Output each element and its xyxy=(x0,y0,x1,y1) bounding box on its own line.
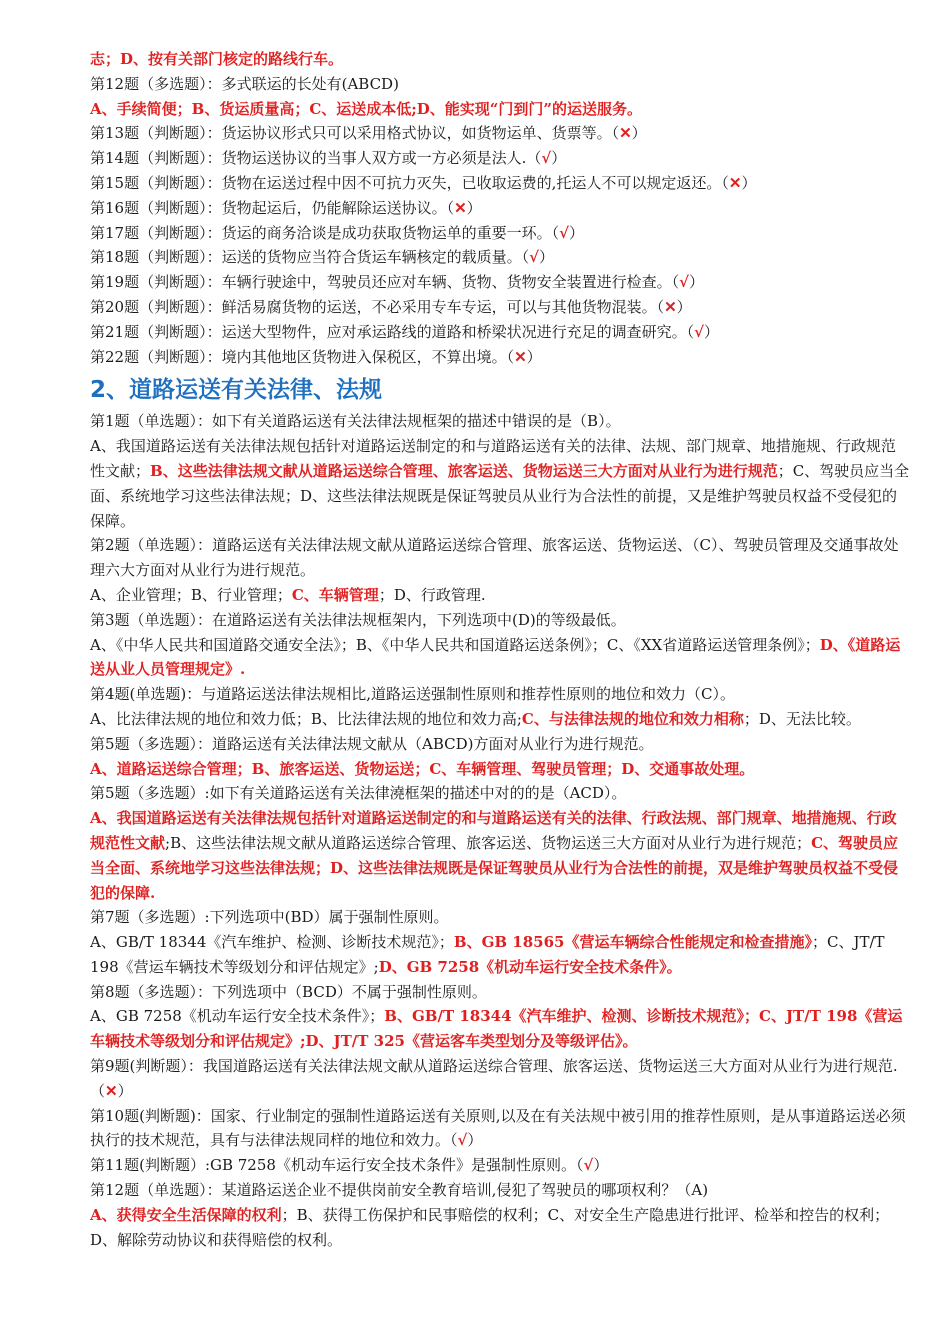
answer-highlight: A、获得安全生活保障的权利 xyxy=(90,1205,282,1224)
answer-highlight: C、与法律法规的地位和效力相称 xyxy=(521,709,744,728)
text-span: A、GB 7258《机动车运行安全技术条件》； xyxy=(90,1007,385,1026)
text-span: 第13题（判断题）：货运协议形式只可以采用格式协议，如货物运单、货票等。（ xyxy=(90,124,620,143)
text-line xyxy=(90,1178,910,1203)
text-line xyxy=(90,121,910,146)
text-line xyxy=(90,1054,910,1104)
text-span: ；C、JT/T 198《营运车辆技术等级划分和评估规定》; xyxy=(90,933,885,976)
text-span: ） xyxy=(703,322,719,341)
text-span: A、《中华人民共和国道路交通安全法》；B、《中华人民共和国道路运送条例》；C、《XX省道路运送管理条例》； xyxy=(90,635,820,654)
answer-highlight: √ xyxy=(457,1131,468,1150)
text-span: ） xyxy=(676,297,692,316)
answer-highlight: √ xyxy=(583,1156,594,1175)
text-line xyxy=(90,146,910,171)
text-line xyxy=(90,533,910,583)
text-span: 第22题（判断题）：境内其他地区货物进入保税区，不算出境。（ xyxy=(90,347,515,366)
text-line xyxy=(90,732,910,757)
text-span: 第8题（多选题）：下列选项中（BCD）不属于强制性原则。 xyxy=(90,982,487,1001)
text-line xyxy=(90,707,910,732)
text-line xyxy=(90,583,910,608)
text-span: ） xyxy=(538,248,554,267)
text-line xyxy=(90,47,910,72)
text-span: ） xyxy=(466,198,482,217)
text-span: ） xyxy=(741,173,757,192)
answer-highlight: ✕ xyxy=(619,124,632,143)
text-span: A、GB/T 18344《汽车维护、检测、诊断技术规范》； xyxy=(90,933,454,952)
text-line xyxy=(90,196,910,221)
text-span: 第12题（多选题）：多式联运的长处有(ABCD) xyxy=(90,74,399,93)
section-heading xyxy=(90,375,910,405)
text-span: A、企业管理；B、行业管理； xyxy=(90,585,292,604)
text-span: ） xyxy=(568,223,584,242)
text-line xyxy=(90,345,910,370)
text-span: ） xyxy=(551,149,567,168)
text-span: 第20题（判断题）：鲜活易腐货物的运送，不必采用专车专运，可以与其他货物混装。（ xyxy=(90,297,665,316)
text-span: 第5题（多选题）:如下有关道路运送有关法律澆框架的描述中对的的是（ACD）。 xyxy=(90,784,627,803)
text-span: ） xyxy=(467,1131,483,1150)
text-span: 第12题（单选题）：某道路运送企业不提供岗前安全教育培训,侵犯了驾驶员的哪项权利？（A) xyxy=(90,1181,709,1200)
text-line xyxy=(90,930,910,980)
text-line xyxy=(90,270,910,295)
text-span: 第4题(单选题)：与道路运送法律法规相比,道路运送强制性原则和推荐性原则的地位和效力（C）。 xyxy=(90,685,735,704)
text-span: ；B、获得工伤保护和民事赔偿的权利；C、对安全生产隐患进行批评、检举和控告的权利；D、解除劳动协议和获得赔偿的权利。 xyxy=(90,1205,890,1249)
text-line xyxy=(90,434,910,533)
text-line xyxy=(90,320,910,345)
text-span: ;B、这些法律法规文献从道路运送综合管理、旅客运送、货物运送三大方面对从业行为进行规范； xyxy=(165,833,812,852)
text-span: ） xyxy=(631,124,647,143)
text-span: 第21题（判断题）：运送大型物件，应对承运路线的道路和桥梁状况进行充足的调查研究。（ xyxy=(90,322,695,341)
text-line xyxy=(90,757,910,782)
answer-highlight: A、道路运送综合管理；B、旅客运送、货物运送；C、车辆管理、驾驶员管理；D、交通事故处理。 xyxy=(90,759,755,778)
text-line xyxy=(90,409,910,434)
text-span: 第14题（判断题）：货物运送协议的当事人双方或一方必须是法人.（ xyxy=(90,149,542,168)
text-line xyxy=(90,1004,910,1054)
text-span: 第5题（多选题）：道路运送有关法律法规文献从（ABCD)方面对从业行为进行规范。 xyxy=(90,734,654,753)
answer-highlight: D、《道路运送从业人员管理规定》. xyxy=(90,635,901,679)
text-span: ） xyxy=(117,1081,133,1100)
text-span: ） xyxy=(688,273,704,292)
text-line xyxy=(90,221,910,246)
text-line xyxy=(90,171,910,196)
answer-highlight: ✕ xyxy=(105,1081,118,1100)
answer-highlight: √ xyxy=(679,273,689,292)
text-span: 第15题（判断题）：货物在运送过程中因不可抗力灭失，已收取运费的,托运人不可以规定返还。（ xyxy=(90,173,729,192)
answer-highlight: √ xyxy=(541,149,552,168)
text-span: A、比法律法规的地位和效力低；B、比法律法规的地位和效力高; xyxy=(90,709,522,728)
text-line xyxy=(90,1104,910,1154)
answer-highlight: ✕ xyxy=(664,297,677,316)
answer-highlight: ✕ xyxy=(454,198,467,217)
answer-highlight: 志；D、按有关部门核定的路线行车。 xyxy=(90,50,344,68)
text-span: 第2题（单选题）：道路运送有关法律法规文献从道路运送综合管理、旅客运送、货物运送、（C）、驾驶员管理及交通事故处理六大方面对从业行为进行规范。 xyxy=(90,536,899,580)
text-span: 第9题(判断题）：我国道路运送有关法律法规文献从道路运送综合管理、旅客运送、货物运送三大方面对从业行为进行规范.（ xyxy=(90,1057,898,1100)
answer-highlight: A、我国道路运送有关法律法规包括针对道路运送制定的和与道路运送有关的法律、行政法规、部门规章、地措施规、行政规范性文献 xyxy=(90,809,897,852)
text-line xyxy=(90,905,910,930)
text-span: 第19题（判断题）：车辆行驶途中，驾驶员还应对车辆、货物、货物安全装置进行检查。（ xyxy=(90,273,680,292)
text-span: ） xyxy=(526,347,542,366)
text-span: 第1题（单选题）：如下有关道路运送有关法律法规框架的描述中错误的是（B）。 xyxy=(90,412,621,431)
text-span: 第16题（判断题）：货物起运后，仍能解除运送协议。（ xyxy=(90,198,455,217)
text-line xyxy=(90,1203,910,1253)
answer-highlight: B、这些法律法规文献从道路运送综合管理、旅客运送、货物运送三大方面对从业行为进行规范 xyxy=(150,461,778,480)
answer-highlight: A、手续简便；B、货运质量高；C、运送成本低;D、能实现“门到门”的运送服务。 xyxy=(90,99,643,118)
text-span: 第18题（判断题）：运送的货物应当符合货运车辆核定的载质量。（ xyxy=(90,248,530,267)
document-page xyxy=(90,47,910,1252)
answer-highlight: ✕ xyxy=(728,173,742,192)
text-line xyxy=(90,97,910,122)
text-line xyxy=(90,633,910,683)
text-line xyxy=(90,1153,910,1178)
answer-highlight: √ xyxy=(529,248,539,267)
answer-highlight: C、车辆管理 xyxy=(291,585,379,604)
answer-highlight: B、GB 18565《营运车辆综合性能规定和检查措施》 xyxy=(453,933,812,952)
text-span: 第7题（多选题）:下列选项中(BD）属于强制性原则。 xyxy=(90,908,449,927)
text-span: A、我国道路运送有关法律法规包括针对道路运送制定的和与道路运送有关的法律、法规、部门规章、地措施规、行政规范性文献； xyxy=(90,437,896,480)
text-span: ；C、驾驶员应当全面、系统地学习这些法律法规；D、这些法律法规既是保证驾驶员从业行为合法性的前提，又是维护驾驶员权益不受侵犯的保障。 xyxy=(90,461,910,530)
text-span: ；D、无法比较。 xyxy=(743,709,861,728)
text-line xyxy=(90,980,910,1005)
answer-highlight: C、驾驶员应当全面、系统地学习这些法律法规；D、这些法律法规既是保证驾驶员从业行为合法性的前提，双是维护驾驶员权益不受侵犯的保障. xyxy=(90,833,899,902)
text-line xyxy=(90,295,910,320)
text-span: 2、道路运送有关法律、法规 xyxy=(90,377,383,404)
answer-highlight: ✕ xyxy=(514,347,527,366)
text-line xyxy=(90,781,910,806)
text-line xyxy=(90,245,910,270)
text-span: 第3题（单选题）：在道路运送有关法律法规框架内，下列选项中(D)的等级最低。 xyxy=(90,610,626,629)
answer-highlight: √ xyxy=(694,322,704,341)
text-line xyxy=(90,806,910,905)
text-span: 第10题(判断题)：国家、行业制定的强制性道路运送有关原则,以及在有关法规中被引用的推荐性原则，是从事道路运送必须执行的技术规范，具有与法律法规同样的地位和效力。（ xyxy=(90,1106,906,1150)
text-span: ；D、行政管理. xyxy=(378,585,486,604)
text-span: 第17题（判断题）：货运的商务洽谈是成功获取货物运单的重要一环。（ xyxy=(90,223,560,242)
text-line xyxy=(90,608,910,633)
text-span: ） xyxy=(593,1156,609,1175)
answer-highlight: √ xyxy=(559,223,569,242)
answer-highlight: B、GB/T 18344《汽车维护、检测、诊断技术规范》；C、JT/T 198《营运车辆技术等级划分和评估规定》;D、JT/T 325《营运客车类型划分及等级评估》。 xyxy=(90,1007,903,1051)
text-line xyxy=(90,72,910,97)
answer-highlight: D、GB 7258《机动车运行安全技术条件》。 xyxy=(378,957,682,976)
text-line xyxy=(90,682,910,707)
text-span: 第11题(判断题）:GB 7258《机动车运行安全技术条件》是强制性原则。（ xyxy=(90,1156,584,1175)
